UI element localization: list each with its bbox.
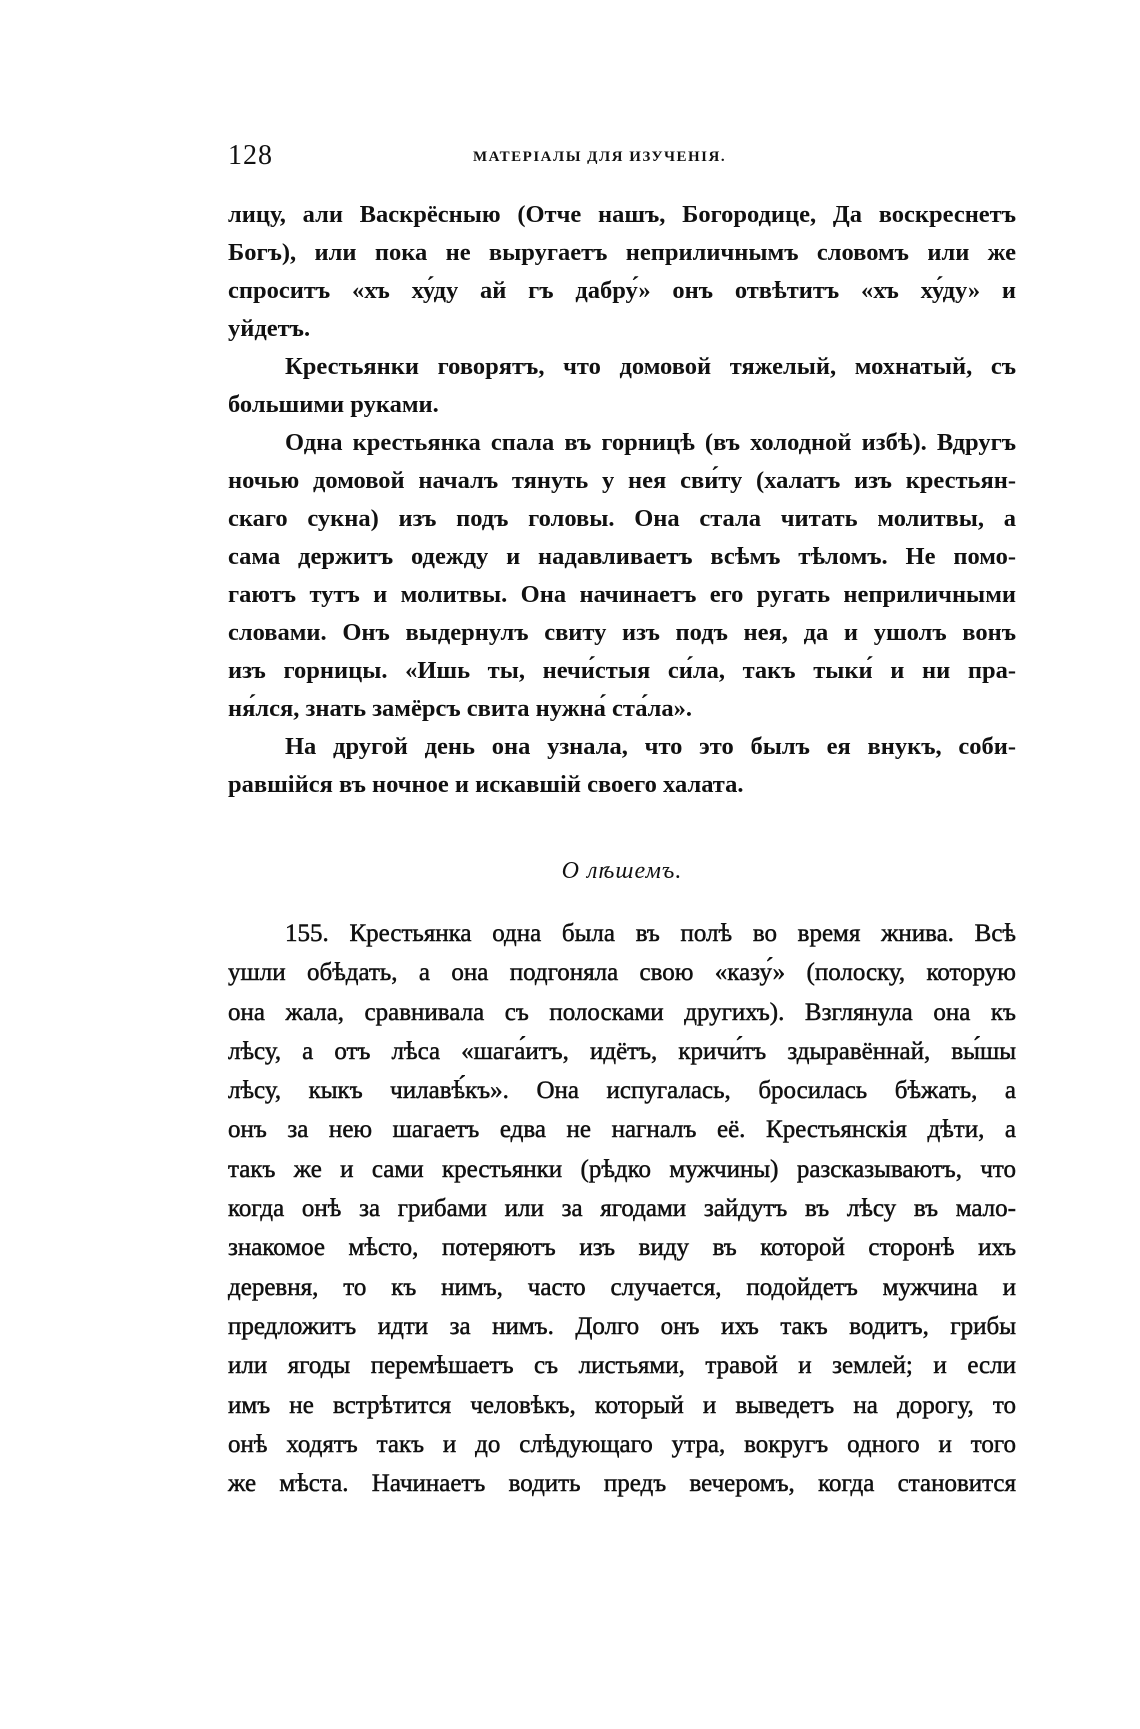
text-line: онѣ ходятъ такъ и до слѣдующаго утра, вокругъ одного и того <box>228 1430 1016 1458</box>
text-line: такъ же и сами крестьянки (рѣдко мужчины) разсказываютъ, что <box>228 1155 1016 1183</box>
running-head: МАТЕРІАЛЫ ДЛЯ ИЗУЧЕНІЯ. <box>473 149 727 165</box>
text-line: 155. Крестьянка одна была въ полѣ во время жнива. Всѣ <box>285 920 1016 947</box>
text-line: деревня, то къ нимъ, часто случается, подойдетъ мужчина и <box>228 1273 1016 1301</box>
text-line: онъ за нею шагаетъ едва не нагналъ её. Крестьянскія дѣти, а <box>228 1116 1016 1144</box>
lower-text-block <box>228 914 1016 1503</box>
page-header <box>228 140 1018 180</box>
text-line: имъ не встрѣтится человѣкъ, который и выведетъ на дорогу, то <box>228 1391 1016 1419</box>
text-line: или ягоды перемѣшаетъ съ листьями, травой и землей; и если <box>228 1352 1016 1380</box>
text-line: ушли обѣдать, а она подгоняла свою «казу́» (полоску, которую <box>228 959 1016 987</box>
text-line: равшійся въ ночное и искавшій своего халата. <box>228 771 744 798</box>
text-line: Крестьянки говорятъ, что домовой тяжелый, мохнатый, съ <box>285 353 1016 380</box>
text-line: уйдетъ. <box>228 315 311 342</box>
text-line: предложитъ идти за нимъ. Долго онъ ихъ такъ водитъ, грибы <box>228 1312 1016 1340</box>
text-line: Одна крестьянка спала въ горницѣ (въ холодной избѣ). Вдругъ <box>285 429 1016 456</box>
text-line: Богъ), или пока не выругаетъ неприличнымъ словомъ или же <box>228 239 1016 266</box>
text-line: она жала, сравнивала съ полосками другихъ). Взглянула она къ <box>228 998 1016 1026</box>
text-line: лѣсу, кыкъ чилавѣ́къ». Она испугалась, бросилась бѣжать, а <box>228 1077 1016 1105</box>
page-number: 128 <box>228 140 273 171</box>
upper-text-block <box>228 196 1016 804</box>
text-line: На другой день она узнала, что это былъ ея внукъ, соби- <box>285 733 1016 760</box>
text-line: изъ горницы. «Ишь ты, нечи́стыя си́ла, такъ тыки́ и ни пра- <box>228 657 1016 684</box>
text-line: спроситъ «хъ ху́ду ай гъ дабру́» онъ отвѣтитъ «хъ ху́ду» и <box>228 277 1016 304</box>
text-line: сама держитъ одежду и надавливаетъ всѣмъ тѣломъ. Не помо- <box>228 543 1016 570</box>
text-line: большими руками. <box>228 391 439 418</box>
text-line: словами. Онъ выдернулъ свиту изъ подъ нея, да и ушолъ вонъ <box>228 619 1016 646</box>
text-line: ня́лся, знать замёрсъ свита нужна́ ста́ла». <box>228 695 693 722</box>
text-line: ночью домовой началъ тянуть у нея сви́ту (халатъ изъ крестьян- <box>228 467 1016 494</box>
text-line: когда онѣ за грибами или за ягодами зайдутъ въ лѣсу въ мало- <box>228 1195 1016 1223</box>
section-title: О лѣшемъ. <box>561 858 683 884</box>
text-line: лицу, али Васкрёсныю (Отче нашъ, Богородице, Да воскреснетъ <box>228 201 1016 228</box>
text-line: знакомое мѣсто, потеряютъ изъ виду въ которой сторонѣ ихъ <box>228 1234 1016 1262</box>
text-line: же мѣста. Начинаетъ водить предъ вечеромъ, когда становится <box>228 1470 1016 1498</box>
text-line: лѣсу, а отъ лѣса «шага́итъ, идётъ, кричи́тъ здыравённай, вы́шы <box>228 1037 1016 1065</box>
text-line: гаютъ тутъ и молитвы. Она начинаетъ его ругать неприличными <box>228 581 1016 608</box>
text-line: скаго сукна) изъ подъ головы. Она стала читать молитвы, а <box>228 505 1016 532</box>
